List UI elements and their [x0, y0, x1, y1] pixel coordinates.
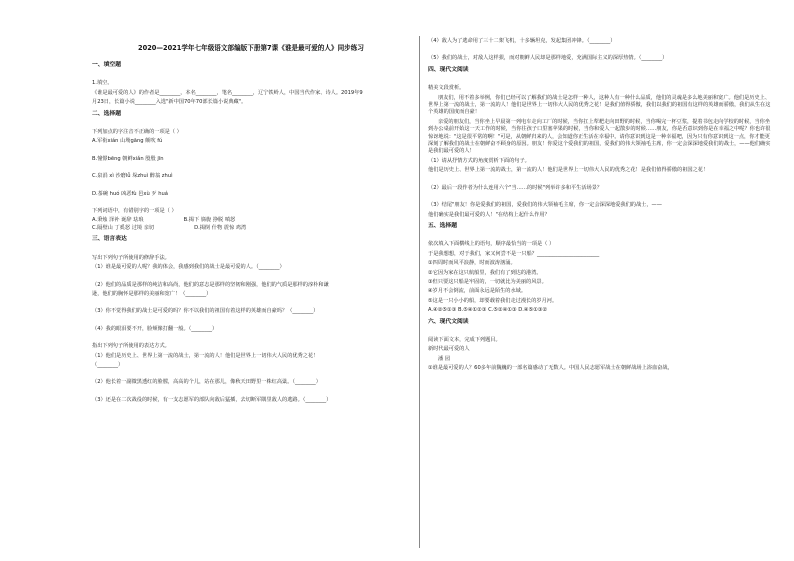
question-text: （1）谁是最可爱的人呢？我的体会，我感到我们的战士是最可爱的人。（________）	[92, 264, 285, 271]
question-text: 他们确实是我们最可爱的人！"在结构上起什么作用？	[428, 211, 550, 218]
question-text: 下列加点的字注音不正确的一项是（ ）	[92, 129, 182, 136]
option-d: D.茶碗 huó 凶恶fù 邑xù 歹 huá	[92, 190, 168, 197]
option-line: ①四周时而风平浪静，时而波涛汹涌。	[428, 260, 516, 267]
question-text: 下列词语中，有错别字的一项是（ ）	[92, 208, 177, 215]
question-text: 于是我想想，对于我们，家又何尝不是一只船？________________________	[428, 250, 600, 257]
question-text: （3）你不觉得我们的战士是可爱的吗？你不以我们的祖国有着这样的英雄而自豪吗？（________）	[92, 308, 319, 315]
passage-title: 新时代最可爱的人	[428, 346, 470, 353]
section-choice-heading: 二、选择题	[92, 110, 121, 117]
question-text: 阅读下面文本，完成下列题目。	[428, 336, 501, 343]
question-text: （3）结尾"朋友！你是爱我们的祖国，爱我们的伟大领袖毛主席，你一定会深深地爱我们的战士，——	[428, 202, 662, 209]
question-text: 写出下列句子所使用的修辞手法。	[92, 254, 170, 261]
passage-paragraph: 亲爱的朋友们，当你坐上早晨第一列电车走向工厂的时候，当你扛上犁耙走向田野的时候，当你喝完一杯豆浆，提着书包走向学校的时候，当你坐到办公桌前开始这一天工作的时候，当你往孩子口里塞苹果的时候，当你和爱人一起散步的时候……朋友，你是否意识到你是在幸福之中呢？你也许很惊讶地说："这是很平常的啊！"可是，从朝鲜归来的人，会知道你正生活在幸福中。请你意识到这是一种幸福吧，因为只有你意识到这一点，你才能更深刻了解我们的战士在朝鲜奋不顾身的原因。朋友！你爱这个爱我们的祖国，爱我们的伟大领袖毛主席，你一定会深深地爱我们的战士，——他们确实是我们最可爱的人！	[428, 118, 771, 155]
option-line: ③但只要这只船是牢固的，一切就比为美丽的风景。	[428, 278, 547, 285]
question-text: （________）	[92, 361, 124, 368]
options-row	[92, 225, 410, 232]
passage-paragraph: ①谁是最可爱的人？60多年前魏巍的一部名篇感动了无数人。中国人民志愿军战士在朝鲜战场上浴血奋战，	[428, 365, 673, 372]
section-fill-blank-heading: 一、填空题	[92, 62, 121, 68]
option-line: ④岁月不会倒流，前面永远是陌生的水域。	[428, 288, 527, 295]
question-text: （1）请从抒情方式的角度赏析下面的句子。	[428, 157, 530, 164]
option-c: C.泉涓 xì 沙磨lǚ 垛zhuì 醉翁 zhuì	[92, 173, 173, 180]
question-text: （3）还是在二次战役的时候，有一支志愿军的部队向敌后猛插，去切断军隅里敌人的逃路。（________）	[92, 396, 332, 403]
passage-author: 潘 园	[438, 355, 451, 362]
passage-paragraph: 朋友们，用不着多举例，你们已经可以了解我们的战士是怎样一种人，这种人有一种什么品质，他们的灵魂是多么地美丽和宽广。他们是历史上、世界上第一流的战士，第一流的人！他们是世界上一切伟大人民的优秀之花！是我们值得骄傲，我们以我们的祖国有这样的英雄而骄傲，我们从生在这个英雄的国度而自豪！	[428, 94, 771, 116]
question-text: （2）他长着一副微黑透红的脸膛，高高的个儿，站在那儿，像秋天田野里一株红高粱。（________）	[92, 379, 321, 386]
section-reading2-heading: 六、现代文阅读	[428, 318, 469, 325]
question-text: （2）他们的品质是那样的纯洁和高尚，他们的意志是那样的坚韧和刚强，他们的气质是那样的淳朴和谦	[92, 281, 329, 288]
question-text: 逊，他们的胸怀是那样的美丽和宽广！（________）	[92, 290, 212, 297]
question-text: （4）敌人为了逃命用了三十二架飞机，十多辆坦克，发起集团冲锋。（________）	[428, 38, 616, 44]
question-text: 他们是历史上、世界上第一流的战士，第一流的人！他们是世界上一切伟大人民的优秀之花！是我们值得骄傲的祖国之花！	[428, 167, 709, 174]
section-reading-heading: 四、现代文阅读	[428, 66, 469, 73]
question-text: （1）他们是历史上、世界上第一流的战士，第一流的人！他们是世界上一切伟大人民的优秀之花！	[92, 352, 319, 359]
question-text: 《谁是最可爱的人》的作者是________，本名________，笔名________，辽宁铁岭人，中国当代作家、诗人。2019年9	[92, 89, 363, 96]
section-language-heading: 三、语言表达	[92, 236, 127, 243]
options-row	[92, 217, 410, 224]
answer-choices: A.④②⑤①③ B.⑤④①②③ C.⑤②④①③ D.④⑤①③②	[428, 307, 548, 314]
passage-title: 精美文段赏析。	[428, 85, 465, 92]
section-choice2-heading: 五、选择题	[428, 222, 457, 229]
question-text: （2）最后一段作者为什么连用六个"当……的时候"列举许多和平生活场景？	[428, 184, 603, 191]
column-divider	[419, 36, 420, 548]
right-column	[428, 38, 774, 375]
question-text: 指出下列句子所使用的表达方式。	[92, 343, 170, 350]
question-text: （5）我们的战士，对敌人这样狠，而对朝鲜人民却是那样地爱，充满国际主义的深厚热情。（________）	[428, 55, 668, 62]
option-b: B.揭下 旖旎 挣脱 嗔怒	[183, 217, 236, 224]
option-a: A.军衔xián 山坳gāng 颇吹 fú	[92, 138, 163, 145]
option-d: D.揭倒 什物 震惊 鸡湾	[194, 224, 247, 231]
option-c: C.隔壁山 丁奚怒 过境 亲切	[92, 224, 155, 231]
left-column	[92, 58, 410, 406]
question-text: 1.填空。	[92, 80, 113, 87]
question-text: （4）我的眼泪要不开，脸颊像打翻一般。（________）	[92, 325, 218, 332]
option-b: B.憧憬bēng 朝鲜xiǎn 殷殷 jīn	[92, 155, 164, 162]
question-text: 依次填入下面横线上的语句，顺序最恰当的一项是（ ）	[428, 241, 555, 248]
option-line: ②它因为家在这只航船里，我们有了到达的港湾。	[428, 269, 542, 276]
page-title: 2020—2021学年七年级语文部编版下册第7课《谁是最可爱的人》同步练习	[138, 44, 364, 52]
question-text: 月23日，长篇小说________入选"新中国70年70部长篇小说典藏"。	[92, 99, 247, 106]
option-a: A.秉烛 泽补 诞辞 珐琅	[92, 217, 144, 224]
option-line: ⑤这是一只小小的船，却要载着我们走过漫长的岁月河。	[428, 297, 558, 304]
